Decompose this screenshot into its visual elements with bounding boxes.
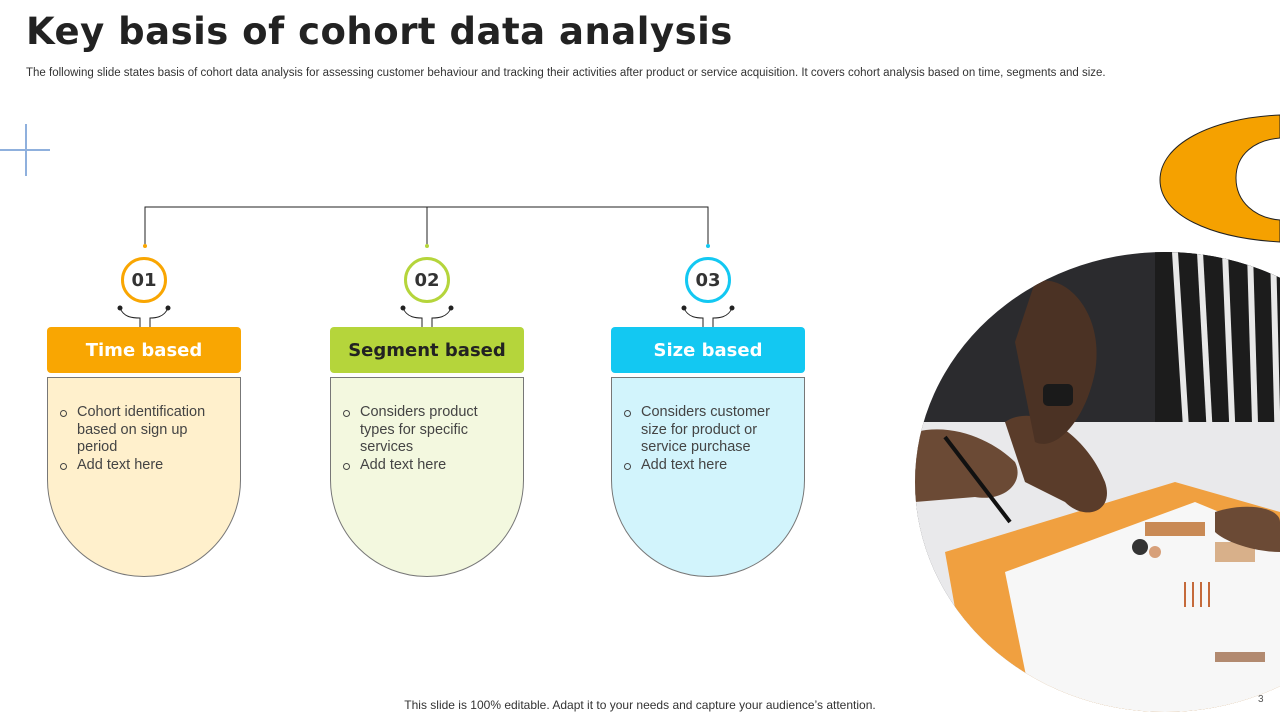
list-item: Considers customer size for product or service purchase — [624, 404, 790, 457]
orange-ring-decoration — [1150, 110, 1280, 270]
slide-title: Key basis of cohort data analysis — [26, 10, 733, 53]
step-body — [611, 377, 805, 577]
step-header: Segment based — [330, 327, 524, 373]
list-item: Add text here — [60, 457, 226, 475]
list-item: Add text here — [624, 457, 790, 475]
list-item: Add text here — [343, 457, 509, 475]
step-header: Size based — [611, 327, 805, 373]
step-number-badge: 02 — [404, 257, 450, 303]
step-body — [47, 377, 241, 577]
plus-decoration-icon — [0, 124, 52, 176]
page-number: 3 — [1258, 694, 1264, 705]
slide-footer: This slide is 100% editable. Adapt it to your needs and capture your audience’s attention. — [404, 698, 876, 712]
meeting-photo — [915, 252, 1280, 720]
step-number-badge: 03 — [685, 257, 731, 303]
step-number-badge: 01 — [121, 257, 167, 303]
list-item: Considers product types for specific services — [343, 404, 509, 457]
step-body — [330, 377, 524, 577]
list-item: Cohort identification based on sign up period — [60, 404, 226, 457]
step-header: Time based — [47, 327, 241, 373]
slide-subtitle: The following slide states basis of cohort data analysis for assessing customer behaviour and tracking their activities after product or service acquisition. It covers cohort analysis based on time, segments and size. — [26, 67, 1106, 79]
